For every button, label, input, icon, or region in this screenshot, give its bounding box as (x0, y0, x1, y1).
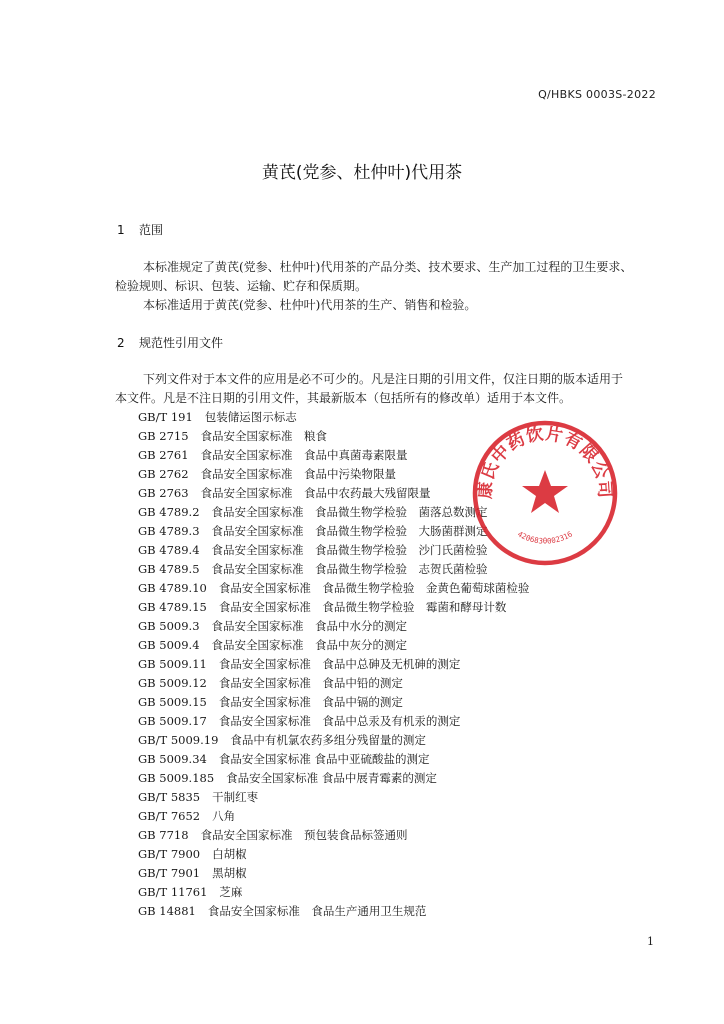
page-number: 1 (647, 935, 654, 948)
reference-code: GB 14881 (138, 904, 196, 918)
reference-title: 黑胡椒 (212, 866, 247, 880)
reference-item (138, 864, 529, 883)
reference-title: 食品安全国家标准 预包装食品标签通则 (200, 828, 408, 842)
reference-item (138, 617, 529, 636)
refs-intro-line-2: 本文件。凡是不注日期的引用文件，其最新版本（包括所有的修改单）适用于本文件。 (115, 391, 572, 405)
reference-title: 食品安全国家标准 粮食 (200, 429, 328, 443)
document-title: 黄芪(党参、杜仲叶)代用茶 (261, 163, 463, 183)
reference-title: 食品中有机氯农药多组分残留量的测定 (230, 733, 426, 747)
reference-code: GB 4789.10 (138, 581, 207, 595)
company-seal (470, 418, 620, 568)
reference-code: GB 4789.4 (138, 543, 200, 557)
reference-title: 包装储运图示标志 (204, 410, 297, 424)
reference-code: GB 5009.15 (138, 695, 207, 709)
reference-code: GB 4789.15 (138, 600, 207, 614)
section-1-title: 范围 (139, 223, 164, 237)
reference-item (138, 769, 529, 788)
reference-code: GB/T 191 (138, 410, 193, 424)
reference-item (138, 598, 529, 617)
reference-code: GB 2763 (138, 486, 189, 500)
reference-title: 食品安全国家标准 食品生产通用卫生规范 (207, 904, 427, 918)
reference-title: 白胡椒 (212, 847, 247, 861)
reference-title: 干制红枣 (212, 790, 259, 804)
reference-code: GB/T 7652 (138, 809, 201, 823)
reference-code: GB/T 5835 (138, 790, 201, 804)
reference-item (138, 636, 529, 655)
reference-title: 食品安全国家标准 食品微生物学检验 大肠菌群测定 (211, 524, 488, 538)
reference-item (138, 845, 529, 864)
section-1-number: 1 (117, 223, 125, 237)
section-2-heading (117, 334, 223, 351)
reference-title: 食品安全国家标准 食品中污染物限量 (200, 467, 397, 481)
reference-code: GB/T 7901 (138, 866, 201, 880)
reference-code: GB 5009.12 (138, 676, 207, 690)
reference-title: 食品安全国家标准 食品微生物学检验 菌落总数测定 (211, 505, 488, 519)
reference-title: 食品安全国家标准 食品中真菌毒素限量 (200, 448, 408, 462)
reference-item (138, 807, 529, 826)
reference-title: 食品安全国家标准 食品中总汞及有机汞的测定 (218, 714, 461, 728)
reference-code: GB/T 7900 (138, 847, 201, 861)
document-code: Q/HBKS 0003S-2022 (538, 88, 656, 101)
seal-company-name: 康氏中药饮片有限公司 (475, 424, 615, 500)
reference-item (138, 674, 529, 693)
reference-title: 食品安全国家标准 食品中农药最大残留限量 (200, 486, 431, 500)
seal-star-icon (522, 470, 568, 513)
reference-item (138, 655, 529, 674)
scope-para-1-line-1: 本标准规定了黄芪(党参、杜仲叶)代用茶的产品分类、技术要求、生产加工过程的卫生要求、 (143, 260, 633, 274)
reference-title: 食品安全国家标准 食品中水分的测定 (211, 619, 408, 633)
reference-item (138, 712, 529, 731)
reference-item (138, 750, 529, 769)
reference-code: GB 4789.2 (138, 505, 200, 519)
reference-title: 食品安全国家标准 食品中灰分的测定 (211, 638, 408, 652)
section-1-heading (117, 221, 163, 238)
section-2-number: 2 (117, 336, 125, 350)
reference-title: 芝麻 (219, 885, 243, 899)
reference-title: 食品安全国家标准 食品中展青霉素的测定 (226, 771, 437, 785)
reference-title: 食品安全国家标准 食品中亚硫酸盐的测定 (218, 752, 430, 766)
reference-code: GB 5009.3 (138, 619, 200, 633)
reference-item (138, 826, 529, 845)
reference-item (138, 731, 529, 750)
reference-item (138, 883, 529, 902)
reference-title: 食品安全国家标准 食品微生物学检验 霉菌和酵母计数 (218, 600, 507, 614)
reference-code: GB/T 5009.19 (138, 733, 219, 747)
reference-code: GB 7718 (138, 828, 189, 842)
reference-item (138, 579, 529, 598)
reference-code: GB 5009.4 (138, 638, 200, 652)
scope-para-2: 本标准适用于黄芪(党参、杜仲叶)代用茶的生产、销售和检验。 (143, 298, 477, 312)
section-1-body (115, 258, 660, 315)
seal-registration-number: 4206830002316 (516, 529, 574, 546)
section-2-title: 规范性引用文件 (139, 336, 224, 350)
reference-code: GB 2762 (138, 467, 189, 481)
scope-para-1-line-2: 检验规则、标识、包装、运输、贮存和保质期。 (115, 279, 368, 293)
reference-code: GB/T 11761 (138, 885, 208, 899)
refs-intro-line-1: 下列文件对于本文件的应用是必不可少的。凡是注日期的引用文件，仅注日期的版本适用于 (143, 372, 624, 386)
reference-code: GB 4789.5 (138, 562, 200, 576)
reference-code: GB 2715 (138, 429, 189, 443)
reference-code: GB 5009.185 (138, 771, 215, 785)
reference-title: 食品安全国家标准 食品中镉的测定 (218, 695, 403, 709)
reference-title: 食品安全国家标准 食品微生物学检验 金黄色葡萄球菌检验 (218, 581, 530, 595)
reference-title: 食品安全国家标准 食品微生物学检验 志贺氏菌检验 (211, 562, 488, 576)
reference-item (138, 693, 529, 712)
reference-code: GB 5009.17 (138, 714, 207, 728)
reference-code: GB 5009.11 (138, 657, 207, 671)
section-2-intro (115, 370, 660, 408)
reference-code: GB 4789.3 (138, 524, 200, 538)
reference-title: 食品安全国家标准 食品中铅的测定 (218, 676, 403, 690)
reference-title: 食品安全国家标准 食品微生物学检验 沙门氏菌检验 (211, 543, 488, 557)
reference-item (138, 788, 529, 807)
reference-title: 食品安全国家标准 食品中总砷及无机砷的测定 (218, 657, 461, 671)
reference-code: GB 2761 (138, 448, 189, 462)
reference-item (138, 902, 529, 921)
reference-code: GB 5009.34 (138, 752, 207, 766)
reference-title: 八角 (212, 809, 236, 823)
